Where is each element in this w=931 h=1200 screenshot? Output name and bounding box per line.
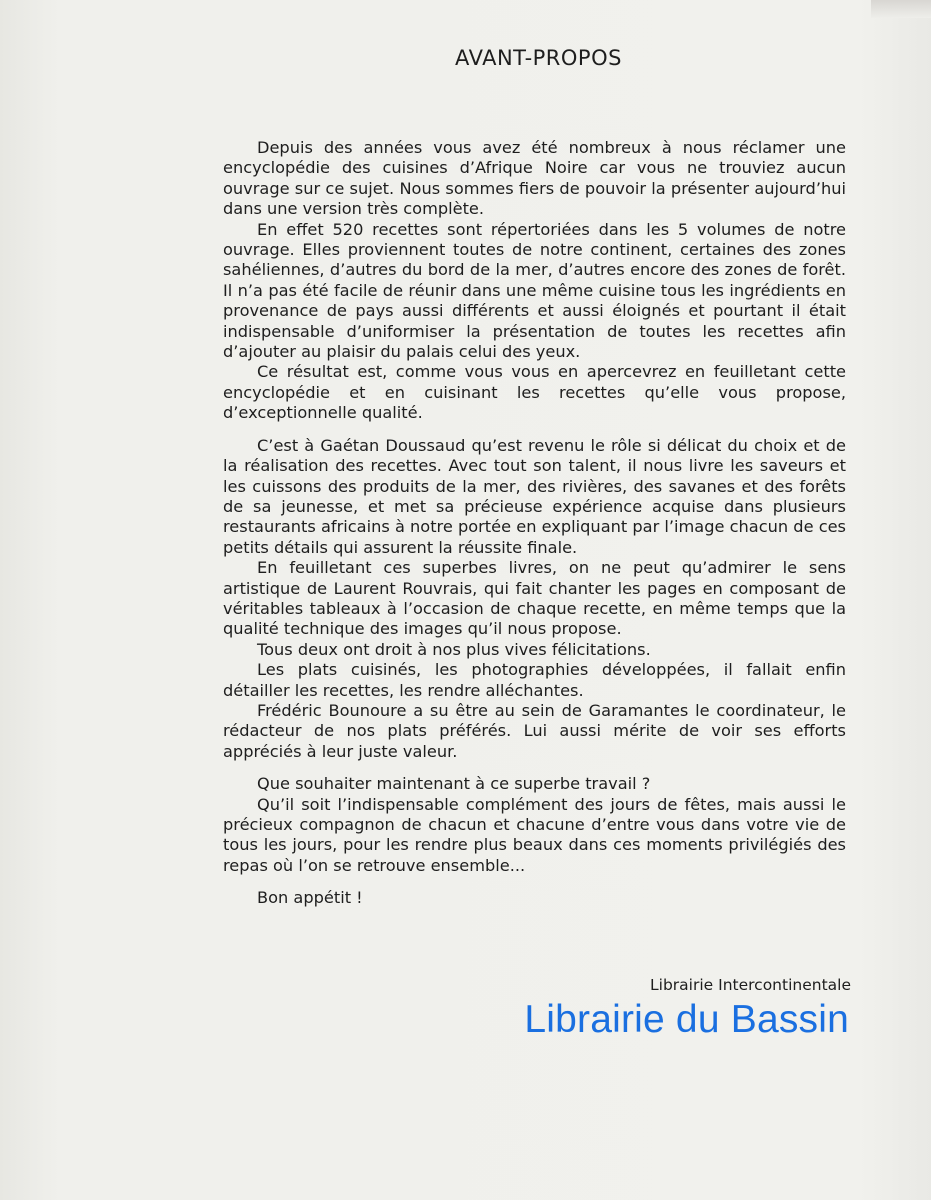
watermark: Librairie du Bassin (524, 998, 849, 1041)
paragraph: Qu’il soit l’indispensable complément des jours de fêtes, mais aussi le précieux compagnon de chacun et chacune d’entre vous dans votre vie de tous les jours, pour les rendre plus beaux dans ces moments privilégiés des repas où l’on se retrouve ensemble... (223, 794, 846, 875)
signature: Librairie Intercontinentale (650, 976, 851, 994)
closing-line: Bon appétit ! (257, 888, 363, 908)
paragraph: Que souhaiter maintenant à ce superbe travail ? (257, 774, 651, 794)
paragraph: En feuilletant ces superbes livres, on ne peut qu’admirer le sens artistique de Laurent Rouvrais, qui fait chanter les pages en composant de véritables tableaux à l’occasion de chaque recette, en même temps que la qualité technique des images qu’il nous propose. (223, 558, 846, 639)
paragraph: En effet 520 recettes sont répertoriées dans les 5 volumes de notre ouvrage. Elles proviennent toutes de notre continent, certaines des zones sahéliennes, d’autres du bord de la mer, d’autres encore des zones de forêt. Il n’a pas été facile de réunir dans une même cuisine tous les ingrédients en provenance de pays aussi différents et aussi éloignés et pourtant il était indispensable d’uniformiser la présentation de toutes les recettes afin d’ajouter au plaisir du palais celui des yeux. (223, 219, 846, 362)
paragraph: Les plats cuisinés, les photographies développées, il fallait enfin détailler les recettes, les rendre alléchantes. (223, 660, 846, 700)
paragraph: Depuis des années vous avez été nombreux à nous réclamer une encyclopédie des cuisines d’Afrique Noire car vous ne trouviez aucun ouvrage sur ce sujet. Nous sommes fiers de pouvoir la présenter aujourd’hui dans une version très complète. (223, 138, 846, 219)
page-edge-shadow (871, 0, 931, 18)
paragraph: Frédéric Bounoure a su être au sein de Garamantes le coordinateur, le rédacteur de nos plats préférés. Lui aussi mérite de voir ses efforts appréciés à leur juste valeur. (223, 700, 846, 761)
paragraph: C’est à Gaétan Doussaud qu’est revenu le rôle si délicat du choix et de la réalisation des recettes. Avec tout son talent, il nous livre les saveurs et les cuissons des produits de la mer, des rivières, des savanes et des forêts de sa jeunesse, et met sa précieuse expérience acquise dans plusieurs restaurants africains à notre portée en expliquant par l’image chacun de ces petits détails qui assurent la réussite finale. (223, 435, 846, 557)
body-text (223, 138, 846, 909)
paragraph: Tous deux ont droit à nos plus vives félicitations. (257, 639, 651, 659)
paragraph: Ce résultat est, comme vous vous en apercevrez en feuilletant cette encyclopédie et en cuisinant les recettes qu’elle vous propose, d’exceptionnelle qualité. (223, 362, 846, 423)
page-title: AVANT-PROPOS (455, 46, 622, 70)
